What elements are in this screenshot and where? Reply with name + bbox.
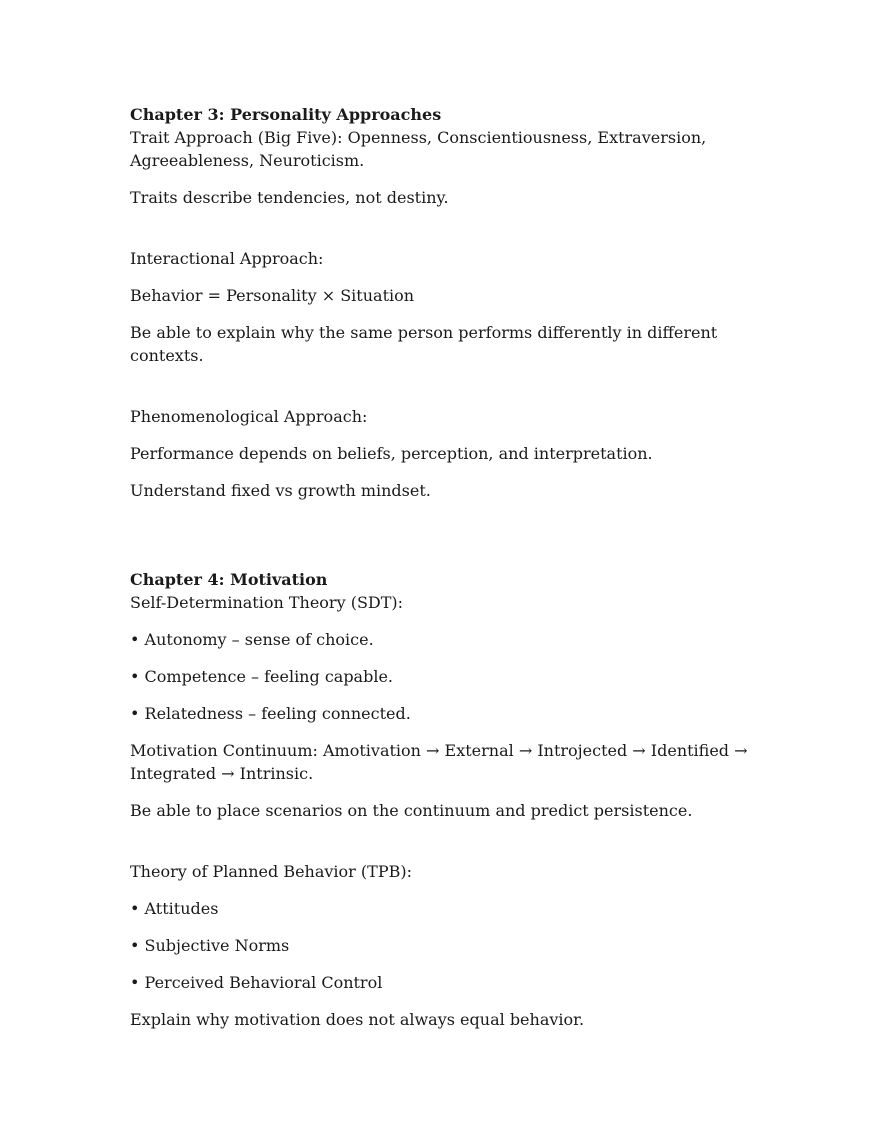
tpb-heading: Theory of Planned Behavior (TPB): — [130, 862, 412, 881]
phenomenological-desc-text: Performance depends on beliefs, perception, and interpretation. — [130, 444, 653, 463]
motivation-continuum-text: Motivation Continuum: Amotivation → External → Introjected → Identified → Integrated → Intrinsic. — [130, 741, 748, 783]
chapter-4-heading: Chapter 4: Motivation — [130, 570, 328, 589]
sdt-item-relatedness: • Relatedness – feeling connected. — [130, 704, 411, 723]
tpb-item-perceived-control: • Perceived Behavioral Control — [130, 973, 383, 992]
interactional-approach-heading: Interactional Approach: — [130, 249, 324, 268]
sdt-heading: Self-Determination Theory (SDT): — [130, 593, 404, 612]
spacer — [130, 381, 770, 405]
trait-approach-text: Trait Approach (Big Five): Openness, Conscientiousness, Extraversion, Agreeableness, Neuroticism. — [130, 128, 707, 170]
interactional-formula-text: Behavior = Personality × Situation — [130, 286, 415, 305]
tpb-item-attitudes: • Attitudes — [130, 899, 219, 918]
sdt-item-autonomy: • Autonomy – sense of choice. — [130, 630, 374, 649]
tpb-item-subjective-norms: • Subjective Norms — [130, 936, 290, 955]
sdt-item-competence: • Competence – feeling capable. — [130, 667, 394, 686]
continuum-note-text: Be able to place scenarios on the continuum and predict persistence. — [130, 801, 693, 820]
phenomenological-approach-heading: Phenomenological Approach: — [130, 407, 368, 426]
document-page — [130, 103, 770, 1045]
trait-note-text: Traits describe tendencies, not destiny. — [130, 188, 449, 207]
spacer — [130, 836, 770, 860]
interactional-note-text: Be able to explain why the same person performs differently in different contexts. — [130, 323, 718, 365]
tpb-note-text: Explain why motivation does not always equal behavior. — [130, 1010, 585, 1029]
spacer — [130, 516, 770, 568]
spacer — [130, 223, 770, 247]
chapter-3-heading: Chapter 3: Personality Approaches — [130, 105, 442, 124]
phenomenological-note-text: Understand fixed vs growth mindset. — [130, 481, 431, 500]
